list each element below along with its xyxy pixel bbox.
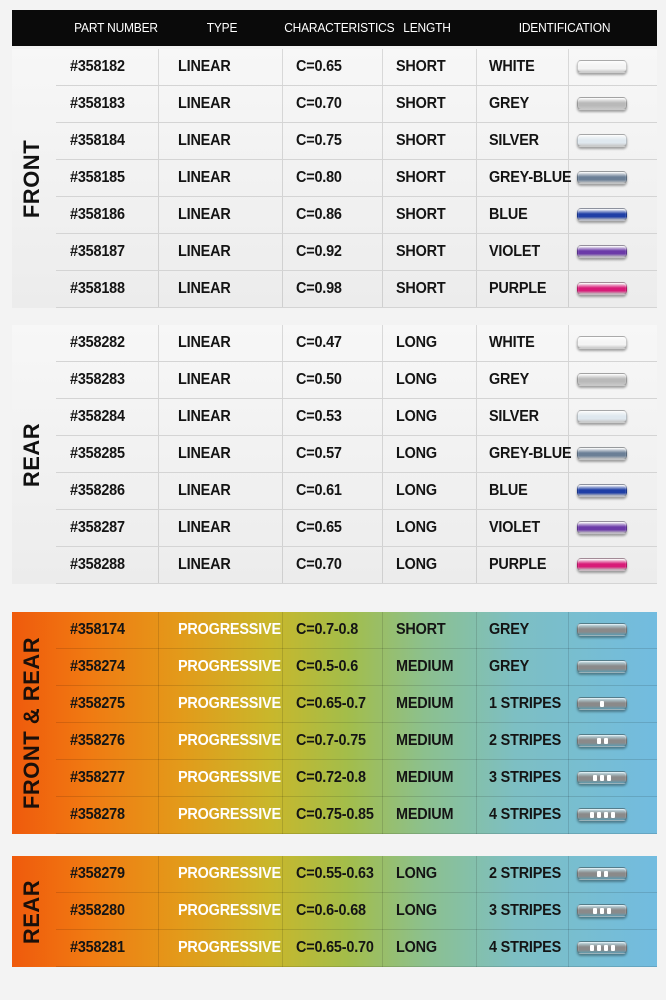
type-cell: LINEAR xyxy=(178,371,231,388)
type-cell: PROGRESSIVE xyxy=(178,939,281,956)
characteristics-cell: C=0.72-0.8 xyxy=(296,769,366,786)
stripes-icon xyxy=(578,809,626,820)
characteristics-cell: C=0.61 xyxy=(296,482,342,499)
table-row xyxy=(56,86,657,123)
color-swatch-icon xyxy=(577,373,627,386)
color-swatch-icon xyxy=(577,734,627,747)
stripe-mark xyxy=(597,738,601,744)
table-row xyxy=(56,234,657,271)
table-row xyxy=(56,510,657,547)
group-label xyxy=(12,325,52,584)
type-cell: LINEAR xyxy=(178,334,231,351)
identification-cell: 4 STRIPES xyxy=(489,806,562,823)
characteristics-cell: C=0.92 xyxy=(296,243,342,260)
identification-cell: GREY xyxy=(489,621,530,638)
part-number-cell: #358182 xyxy=(70,58,125,75)
stripe-mark xyxy=(604,945,608,951)
group-front-rear xyxy=(12,612,657,834)
type-cell: LINEAR xyxy=(178,556,231,573)
identification-cell: WHITE xyxy=(489,58,535,75)
length-cell: LONG xyxy=(396,939,437,956)
color-swatch-icon xyxy=(577,521,627,534)
identification-cell: GREY xyxy=(489,95,530,112)
header-part-number: PART NUMBER xyxy=(74,20,158,35)
table-row xyxy=(56,160,657,197)
header-identification: IDENTIFICATION xyxy=(518,20,611,35)
table-row xyxy=(56,612,657,649)
color-swatch-icon xyxy=(577,623,627,636)
part-number-cell: #358283 xyxy=(70,371,125,388)
length-cell: LONG xyxy=(396,556,437,573)
group-label-text: FRONT & REAR xyxy=(19,636,44,810)
table-header xyxy=(12,10,657,46)
type-cell: PROGRESSIVE xyxy=(178,769,281,786)
part-number-cell: #358286 xyxy=(70,482,125,499)
characteristics-cell: C=0.80 xyxy=(296,169,342,186)
type-cell: PROGRESSIVE xyxy=(178,806,281,823)
characteristics-cell: C=0.70 xyxy=(296,95,342,112)
part-number-cell: #358284 xyxy=(70,408,125,425)
stripes-icon xyxy=(578,868,626,879)
table-row xyxy=(56,649,657,686)
characteristics-cell: C=0.57 xyxy=(296,445,342,462)
identification-cell: 2 STRIPES xyxy=(489,732,562,749)
identification-cell: 1 STRIPES xyxy=(489,695,562,712)
type-cell: LINEAR xyxy=(178,445,231,462)
group-rear xyxy=(12,856,657,967)
stripe-mark xyxy=(604,738,608,744)
type-cell: LINEAR xyxy=(178,482,231,499)
stripes-icon xyxy=(578,942,626,953)
part-number-cell: #358186 xyxy=(70,206,125,223)
part-number-cell: #358183 xyxy=(70,95,125,112)
group-label xyxy=(12,612,52,834)
characteristics-cell: C=0.6-0.68 xyxy=(296,902,366,919)
identification-cell: GREY-BLUE xyxy=(489,169,572,186)
characteristics-cell: C=0.5-0.6 xyxy=(296,658,359,675)
length-cell: MEDIUM xyxy=(396,806,454,823)
part-number-cell: #358184 xyxy=(70,132,125,149)
type-cell: LINEAR xyxy=(178,408,231,425)
part-number-cell: #358280 xyxy=(70,902,125,919)
color-swatch-icon xyxy=(577,60,627,73)
table-row xyxy=(56,760,657,797)
table-row xyxy=(56,723,657,760)
part-number-cell: #358275 xyxy=(70,695,125,712)
group-front xyxy=(12,49,657,308)
part-number-cell: #358174 xyxy=(70,621,125,638)
identification-cell: GREY-BLUE xyxy=(489,445,572,462)
part-number-cell: #358279 xyxy=(70,865,125,882)
group-label xyxy=(12,49,52,308)
color-swatch-icon xyxy=(577,660,627,673)
color-swatch-icon xyxy=(577,336,627,349)
part-number-cell: #358274 xyxy=(70,658,125,675)
part-number-cell: #358278 xyxy=(70,806,125,823)
length-cell: MEDIUM xyxy=(396,695,454,712)
length-cell: MEDIUM xyxy=(396,769,454,786)
type-cell: LINEAR xyxy=(178,519,231,536)
stripe-mark xyxy=(600,701,604,707)
color-swatch-icon xyxy=(577,447,627,460)
part-number-cell: #358277 xyxy=(70,769,125,786)
identification-cell: 2 STRIPES xyxy=(489,865,562,882)
color-swatch-icon xyxy=(577,808,627,821)
color-swatch-icon xyxy=(577,867,627,880)
color-swatch-icon xyxy=(577,171,627,184)
characteristics-cell: C=0.50 xyxy=(296,371,342,388)
characteristics-cell: C=0.65-0.7 xyxy=(296,695,366,712)
identification-cell: 3 STRIPES xyxy=(489,902,562,919)
characteristics-cell: C=0.55-0.63 xyxy=(296,865,374,882)
identification-cell: WHITE xyxy=(489,334,535,351)
stripes-icon xyxy=(578,772,626,783)
table-row xyxy=(56,362,657,399)
table-row xyxy=(56,930,657,967)
length-cell: LONG xyxy=(396,408,437,425)
stripes-icon xyxy=(578,735,626,746)
characteristics-cell: C=0.98 xyxy=(296,280,342,297)
part-number-cell: #358188 xyxy=(70,280,125,297)
color-swatch-icon xyxy=(577,282,627,295)
stripes-icon xyxy=(578,905,626,916)
part-number-cell: #358287 xyxy=(70,519,125,536)
group-label-text: FRONT xyxy=(19,139,44,218)
length-cell: SHORT xyxy=(396,95,446,112)
length-cell: LONG xyxy=(396,482,437,499)
table-row xyxy=(56,547,657,584)
identification-cell: BLUE xyxy=(489,206,528,223)
identification-cell: PURPLE xyxy=(489,280,547,297)
type-cell: LINEAR xyxy=(178,58,231,75)
stripe-mark xyxy=(600,908,604,914)
part-number-cell: #358187 xyxy=(70,243,125,260)
characteristics-cell: C=0.65-0.70 xyxy=(296,939,374,956)
identification-cell: PURPLE xyxy=(489,556,547,573)
length-cell: LONG xyxy=(396,865,437,882)
type-cell: PROGRESSIVE xyxy=(178,695,281,712)
group-rear xyxy=(12,325,657,584)
table-row xyxy=(56,893,657,930)
length-cell: SHORT xyxy=(396,206,446,223)
type-cell: PROGRESSIVE xyxy=(178,621,281,638)
identification-cell: BLUE xyxy=(489,482,528,499)
characteristics-cell: C=0.75-0.85 xyxy=(296,806,374,823)
stripes-icon xyxy=(578,698,626,709)
table-row xyxy=(56,123,657,160)
length-cell: MEDIUM xyxy=(396,658,454,675)
stripe-mark xyxy=(611,812,615,818)
length-cell: MEDIUM xyxy=(396,732,454,749)
type-cell: PROGRESSIVE xyxy=(178,902,281,919)
group-label-text: REAR xyxy=(19,422,44,487)
type-cell: LINEAR xyxy=(178,280,231,297)
stripe-mark xyxy=(590,812,594,818)
table-row xyxy=(56,49,657,86)
identification-cell: VIOLET xyxy=(489,243,540,260)
type-cell: PROGRESSIVE xyxy=(178,865,281,882)
identification-cell: SILVER xyxy=(489,132,539,149)
color-swatch-icon xyxy=(577,134,627,147)
color-swatch-icon xyxy=(577,697,627,710)
stripe-mark xyxy=(597,871,601,877)
length-cell: LONG xyxy=(396,519,437,536)
length-cell: SHORT xyxy=(396,169,446,186)
table-row xyxy=(56,399,657,436)
type-cell: LINEAR xyxy=(178,243,231,260)
table-row xyxy=(56,271,657,308)
table-row xyxy=(56,197,657,234)
color-swatch-icon xyxy=(577,771,627,784)
stripe-mark xyxy=(593,775,597,781)
table-row xyxy=(56,436,657,473)
characteristics-cell: C=0.47 xyxy=(296,334,342,351)
type-cell: LINEAR xyxy=(178,169,231,186)
identification-cell: GREY xyxy=(489,371,530,388)
type-cell: LINEAR xyxy=(178,132,231,149)
part-number-cell: #358288 xyxy=(70,556,125,573)
stripe-mark xyxy=(611,945,615,951)
length-cell: LONG xyxy=(396,334,437,351)
characteristics-cell: C=0.70 xyxy=(296,556,342,573)
length-cell: LONG xyxy=(396,445,437,462)
length-cell: SHORT xyxy=(396,621,446,638)
part-number-cell: #358285 xyxy=(70,445,125,462)
table-row xyxy=(56,473,657,510)
characteristics-cell: C=0.7-0.75 xyxy=(296,732,366,749)
type-cell: PROGRESSIVE xyxy=(178,658,281,675)
stripe-mark xyxy=(607,908,611,914)
color-swatch-icon xyxy=(577,97,627,110)
table-row xyxy=(56,856,657,893)
color-swatch-icon xyxy=(577,208,627,221)
identification-cell: GREY xyxy=(489,658,530,675)
type-cell: LINEAR xyxy=(178,95,231,112)
length-cell: LONG xyxy=(396,902,437,919)
characteristics-cell: C=0.65 xyxy=(296,519,342,536)
table-row xyxy=(56,797,657,834)
characteristics-cell: C=0.65 xyxy=(296,58,342,75)
identification-cell: 4 STRIPES xyxy=(489,939,562,956)
table-row xyxy=(56,686,657,723)
color-swatch-icon xyxy=(577,558,627,571)
length-cell: SHORT xyxy=(396,58,446,75)
stripe-mark xyxy=(604,871,608,877)
part-number-cell: #358282 xyxy=(70,334,125,351)
color-swatch-icon xyxy=(577,941,627,954)
identification-cell: 3 STRIPES xyxy=(489,769,562,786)
part-number-cell: #358281 xyxy=(70,939,125,956)
length-cell: SHORT xyxy=(396,280,446,297)
type-cell: PROGRESSIVE xyxy=(178,732,281,749)
stripe-mark xyxy=(607,775,611,781)
characteristics-cell: C=0.75 xyxy=(296,132,342,149)
length-cell: LONG xyxy=(396,371,437,388)
group-label xyxy=(12,856,52,967)
color-swatch-icon xyxy=(577,484,627,497)
characteristics-cell: C=0.86 xyxy=(296,206,342,223)
group-label-text: REAR xyxy=(19,879,44,944)
stripe-mark xyxy=(593,908,597,914)
stripe-mark xyxy=(600,775,604,781)
stripe-mark xyxy=(597,945,601,951)
header-type: TYPE xyxy=(206,20,238,35)
length-cell: SHORT xyxy=(396,243,446,260)
identification-cell: SILVER xyxy=(489,408,539,425)
header-characteristics: CHARACTERISTICS xyxy=(284,20,395,35)
type-cell: LINEAR xyxy=(178,206,231,223)
identification-cell: VIOLET xyxy=(489,519,540,536)
color-swatch-icon xyxy=(577,904,627,917)
length-cell: SHORT xyxy=(396,132,446,149)
header-length: LENGTH xyxy=(403,20,451,35)
stripe-mark xyxy=(597,812,601,818)
table-row xyxy=(56,325,657,362)
part-number-cell: #358185 xyxy=(70,169,125,186)
stripe-mark xyxy=(590,945,594,951)
color-swatch-icon xyxy=(577,245,627,258)
part-number-cell: #358276 xyxy=(70,732,125,749)
characteristics-cell: C=0.53 xyxy=(296,408,342,425)
characteristics-cell: C=0.7-0.8 xyxy=(296,621,359,638)
stripe-mark xyxy=(604,812,608,818)
color-swatch-icon xyxy=(577,410,627,423)
